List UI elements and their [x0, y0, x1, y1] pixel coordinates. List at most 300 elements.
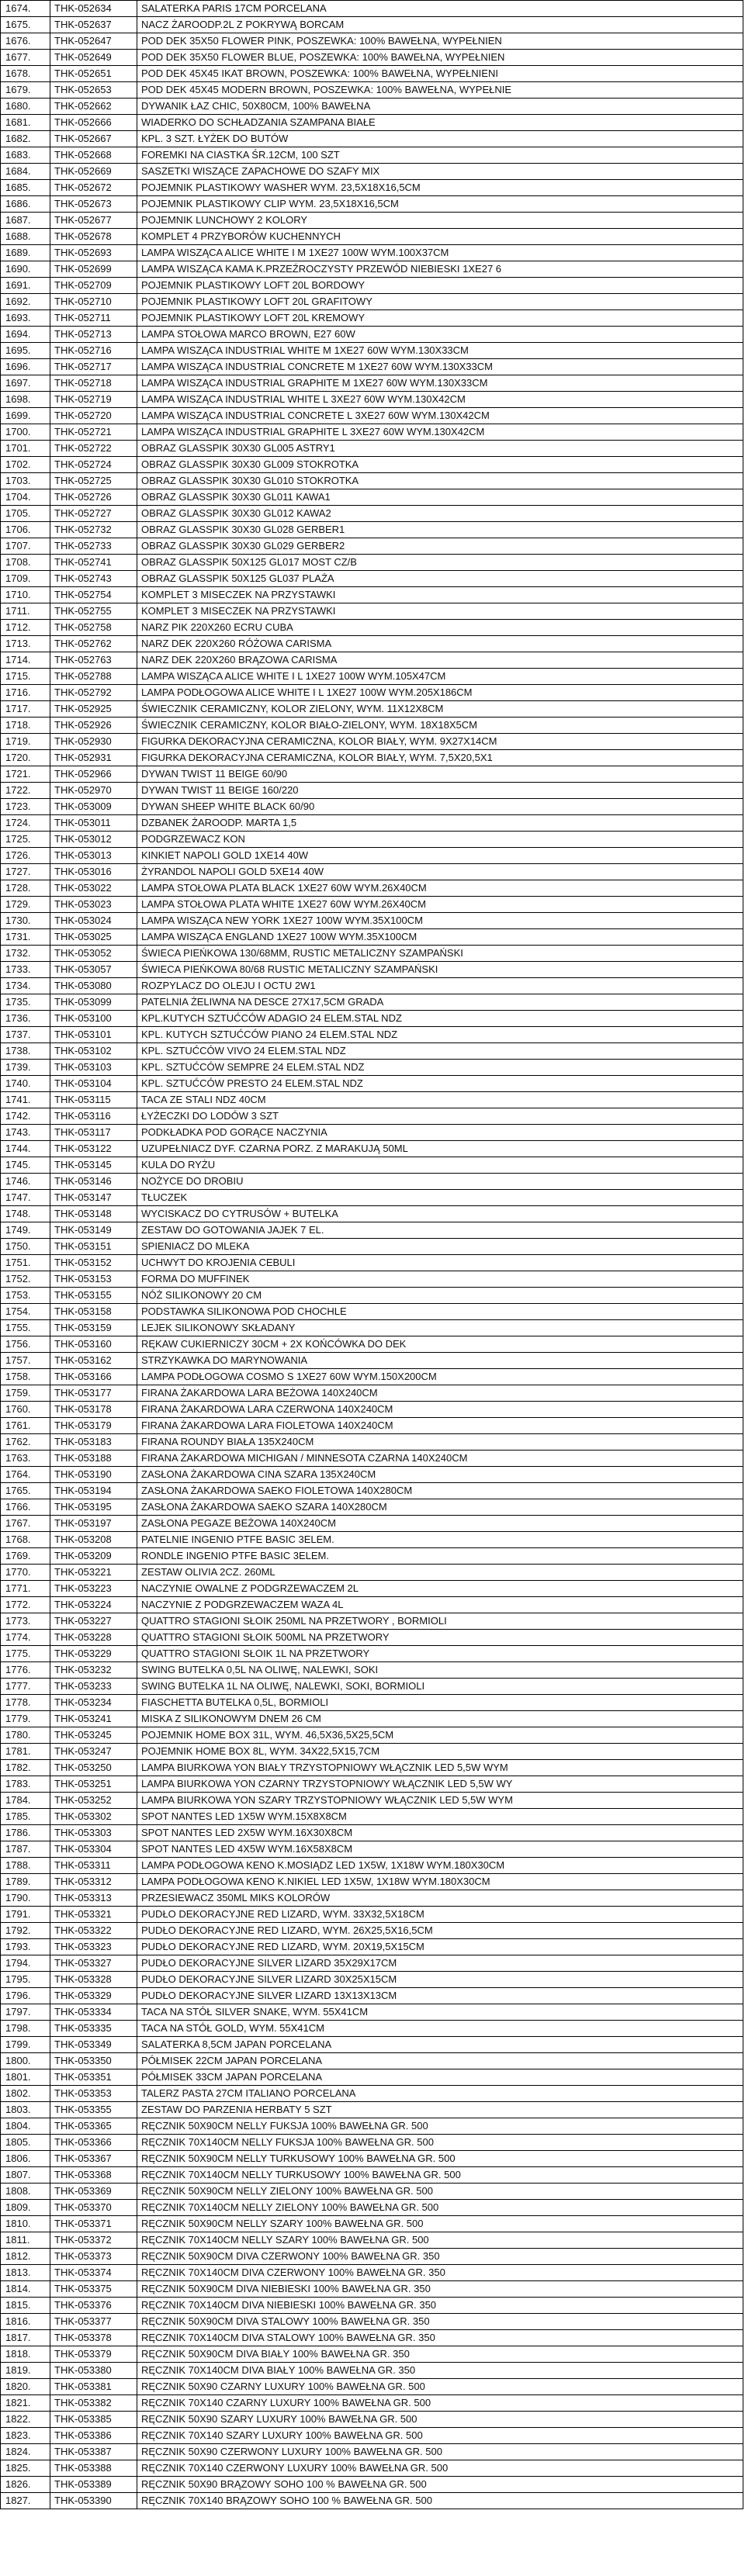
product-code-cell: THK-053350	[50, 2053, 137, 2069]
product-description-cell: RĘCZNIK 70X140CM NELLY SZARY 100% BAWEŁNA GR. 500	[137, 2232, 743, 2249]
product-description-cell: KPL. SZTUĆCÓW VIVO 24 ELEM.STAL NDZ	[137, 1043, 743, 1060]
row-number-cell: 1723.	[1, 799, 50, 815]
product-description-cell: SPOT NANTES LED 1X5W WYM.15X8X8CM	[137, 1809, 743, 1825]
table-row	[1, 669, 743, 685]
table-row	[1, 1695, 743, 1711]
table-row	[1, 2167, 743, 2184]
row-number-cell: 1820.	[1, 2379, 50, 2395]
table-row	[1, 2216, 743, 2232]
product-description-cell: SWING BUTELKA 0,5L NA OLIWĘ, NALEWKI, SOKI	[137, 1662, 743, 1679]
row-number-cell: 1727.	[1, 864, 50, 880]
table-row	[1, 343, 743, 359]
product-description-cell: WIADERKO DO SCHŁADZANIA SZAMPANA BIAŁE	[137, 115, 743, 131]
table-row	[1, 538, 743, 555]
row-number-cell: 1682.	[1, 131, 50, 147]
table-row	[1, 1646, 743, 1662]
product-code-cell: THK-053312	[50, 1874, 137, 1890]
product-code-cell: THK-053247	[50, 1744, 137, 1760]
product-description-cell: QUATTRO STAGIONI SŁOIK 500ML NA PRZETWORY	[137, 1630, 743, 1646]
product-code-cell: THK-052668	[50, 147, 137, 164]
product-description-cell: POJEMNIK HOME BOX 31L, WYM. 46,5X36,5X25,5CM	[137, 1727, 743, 1744]
product-code-cell: THK-053250	[50, 1760, 137, 1776]
row-number-cell: 1717.	[1, 701, 50, 717]
product-description-cell: DYWANIK ŁAZ CHIC, 50X80CM, 100% BAWEŁNA	[137, 99, 743, 115]
product-description-cell: OBRAZ GLASSPIK 30X30 GL011 KAWA1	[137, 489, 743, 506]
table-row	[1, 913, 743, 929]
product-description-cell: ZESTAW OLIVIA 2CZ. 260ML	[137, 1565, 743, 1581]
table-row	[1, 359, 743, 375]
product-description-cell: RĘCZNIK 50X90CM DIVA CZERWONY 100% BAWEŁNA GR. 350	[137, 2249, 743, 2265]
product-description-cell: NÓŻ SILIKONOWY 20 CM	[137, 1288, 743, 1304]
product-code-cell: THK-053232	[50, 1662, 137, 1679]
row-number-cell: 1775.	[1, 1646, 50, 1662]
table-row	[1, 2444, 743, 2460]
product-description-cell: PUDŁO DEKORACYJNE RED LIZARD, WYM. 26X25,5X16,5CM	[137, 1923, 743, 1939]
row-number-cell: 1729.	[1, 897, 50, 913]
row-number-cell: 1700.	[1, 424, 50, 441]
table-row	[1, 147, 743, 164]
row-number-cell: 1786.	[1, 1825, 50, 1841]
table-row	[1, 701, 743, 717]
product-code-cell: THK-052792	[50, 685, 137, 701]
product-code-cell: THK-053327	[50, 1955, 137, 1972]
product-description-cell: NACZ ŻAROODP.2L Z POKRYWĄ BORCAM	[137, 17, 743, 33]
row-number-cell: 1802.	[1, 2086, 50, 2102]
row-number-cell: 1815.	[1, 2298, 50, 2314]
product-description-cell: FORMA DO MUFFINEK	[137, 1271, 743, 1288]
table-row	[1, 1744, 743, 1760]
table-row	[1, 1776, 743, 1793]
table-row	[1, 17, 743, 33]
table-row	[1, 1907, 743, 1923]
product-description-cell: NARZ PIK 220X260 ECRU CUBA	[137, 620, 743, 636]
product-code-cell: THK-053116	[50, 1108, 137, 1125]
product-description-cell: OBRAZ GLASSPIK 30X30 GL010 STOKROTKA	[137, 473, 743, 489]
product-description-cell: LAMPA STOŁOWA PLATA BLACK 1XE27 60W WYM.26X40CM	[137, 880, 743, 897]
product-description-cell: PUDŁO DEKORACYJNE RED LIZARD, WYM. 33X32,5X18CM	[137, 1907, 743, 1923]
row-number-cell: 1741.	[1, 1092, 50, 1108]
row-number-cell: 1721.	[1, 766, 50, 783]
product-code-cell: THK-053370	[50, 2200, 137, 2216]
product-code-cell: THK-053372	[50, 2232, 137, 2249]
product-description-cell: SPOT NANTES LED 2X5W WYM.16X30X8CM	[137, 1825, 743, 1841]
product-code-cell: THK-053374	[50, 2265, 137, 2281]
row-number-cell: 1749.	[1, 1222, 50, 1239]
table-row	[1, 229, 743, 245]
row-number-cell: 1819.	[1, 2363, 50, 2379]
row-number-cell: 1679.	[1, 82, 50, 99]
row-number-cell: 1748.	[1, 1206, 50, 1222]
table-row	[1, 1890, 743, 1907]
table-row	[1, 783, 743, 799]
product-code-cell: THK-053016	[50, 864, 137, 880]
table-row	[1, 1157, 743, 1174]
table-row	[1, 294, 743, 310]
row-number-cell: 1781.	[1, 1744, 50, 1760]
product-code-cell: THK-053148	[50, 1206, 137, 1222]
product-code-cell: THK-053304	[50, 1841, 137, 1858]
product-code-cell: THK-053323	[50, 1939, 137, 1955]
product-code-cell: THK-053224	[50, 1597, 137, 1613]
product-code-cell: THK-052716	[50, 343, 137, 359]
product-code-cell: THK-052762	[50, 636, 137, 652]
product-code-cell: THK-053376	[50, 2298, 137, 2314]
row-number-cell: 1795.	[1, 1972, 50, 1988]
row-number-cell: 1735.	[1, 994, 50, 1011]
product-description-cell: RĘCZNIK 70X140 BRĄZOWY SOHO 100 % BAWEŁNA GR. 500	[137, 2493, 743, 2509]
table-row	[1, 2021, 743, 2037]
table-row	[1, 717, 743, 734]
table-row	[1, 2314, 743, 2330]
table-row	[1, 1548, 743, 1565]
product-description-cell: LAMPA WISZĄCA ALICE WHITE I M 1XE27 100W WYM.100X37CM	[137, 245, 743, 261]
table-row	[1, 2460, 743, 2477]
table-row	[1, 1385, 743, 1402]
table-row	[1, 441, 743, 457]
table-row	[1, 587, 743, 603]
row-number-cell: 1740.	[1, 1076, 50, 1092]
product-code-cell: THK-053328	[50, 1972, 137, 1988]
row-number-cell: 1734.	[1, 978, 50, 994]
row-number-cell: 1769.	[1, 1548, 50, 1565]
table-row	[1, 799, 743, 815]
row-number-cell: 1764.	[1, 1467, 50, 1483]
row-number-cell: 1698.	[1, 392, 50, 408]
row-number-cell: 1695.	[1, 343, 50, 359]
product-code-cell: THK-053378	[50, 2330, 137, 2346]
table-row	[1, 1532, 743, 1548]
product-description-cell: LAMPA WISZĄCA NEW YORK 1XE27 100W WYM.35X100CM	[137, 913, 743, 929]
product-code-cell: THK-052726	[50, 489, 137, 506]
product-description-cell: FIRANA ŻAKARDOWA LARA FIOLETOWA 140X240CM	[137, 1418, 743, 1434]
product-code-cell: THK-053115	[50, 1092, 137, 1108]
row-number-cell: 1725.	[1, 832, 50, 848]
row-number-cell: 1707.	[1, 538, 50, 555]
product-description-cell: LAMPA PODŁOGOWA KENO K.NIKIEL LED 1X5W, 1X18W WYM.180X30CM	[137, 1874, 743, 1890]
product-code-cell: THK-053311	[50, 1858, 137, 1874]
product-code-cell: THK-053179	[50, 1418, 137, 1434]
product-description-cell: ŚWIECZNIK CERAMICZNY, KOLOR BIAŁO-ZIELONY, WYM. 18X18X5CM	[137, 717, 743, 734]
product-description-cell: PUDŁO DEKORACYJNE SILVER LIZARD 30X25X15CM	[137, 1972, 743, 1988]
product-code-cell: THK-053382	[50, 2395, 137, 2412]
table-row	[1, 1451, 743, 1467]
row-number-cell: 1827.	[1, 2493, 50, 2509]
product-code-cell: THK-053241	[50, 1711, 137, 1727]
table-row	[1, 2102, 743, 2118]
row-number-cell: 1711.	[1, 603, 50, 620]
row-number-cell: 1823.	[1, 2428, 50, 2444]
product-description-cell: RĘCZNIK 70X140CM DIVA NIEBIESKI 100% BAWEŁNA GR. 350	[137, 2298, 743, 2314]
table-row	[1, 2004, 743, 2021]
table-row	[1, 424, 743, 441]
product-description-cell: LAMPA WISZĄCA INDUSTRIAL CONCRETE L 3XE27 60W WYM.130X42CM	[137, 408, 743, 424]
row-number-cell: 1762.	[1, 1434, 50, 1451]
product-code-cell: THK-053234	[50, 1695, 137, 1711]
table-row	[1, 1841, 743, 1858]
product-code-cell: THK-053369	[50, 2184, 137, 2200]
table-row	[1, 620, 743, 636]
product-code-cell: THK-052925	[50, 701, 137, 717]
product-code-cell: THK-052725	[50, 473, 137, 489]
row-number-cell: 1798.	[1, 2021, 50, 2037]
product-code-cell: THK-053025	[50, 929, 137, 946]
product-description-cell: RĘKAW CUKIERNICZY 30CM + 2X KOŃCÓWKA DO DEK	[137, 1336, 743, 1353]
table-row	[1, 685, 743, 701]
table-row	[1, 2086, 743, 2102]
product-description-cell: LAMPA WISZĄCA KAMA K.PRZEŹROCZYSTY PRZEWÓD NIEBIESKI 1XE27 6	[137, 261, 743, 278]
row-number-cell: 1767.	[1, 1516, 50, 1532]
product-code-cell: THK-053099	[50, 994, 137, 1011]
product-description-cell: KPL. SZTUĆCÓW SEMPRE 24 ELEM.STAL NDZ	[137, 1060, 743, 1076]
product-code-cell: THK-053178	[50, 1402, 137, 1418]
product-code-cell: THK-052693	[50, 245, 137, 261]
row-number-cell: 1773.	[1, 1613, 50, 1630]
product-code-cell: THK-053375	[50, 2281, 137, 2298]
product-code-cell: THK-052763	[50, 652, 137, 669]
table-row	[1, 1011, 743, 1027]
row-number-cell: 1826.	[1, 2477, 50, 2493]
product-code-cell: THK-052724	[50, 457, 137, 473]
row-number-cell: 1694.	[1, 327, 50, 343]
product-code-cell: THK-053223	[50, 1581, 137, 1597]
product-code-cell: THK-053011	[50, 815, 137, 832]
product-description-cell: TALERZ PASTA 27CM ITALIANO PORCELANA	[137, 2086, 743, 2102]
product-description-cell: FIRANA ŻAKARDOWA MICHIGAN / MINNESOTA CZARNA 140X240CM	[137, 1451, 743, 1467]
row-number-cell: 1687.	[1, 213, 50, 229]
product-code-cell: THK-053371	[50, 2216, 137, 2232]
row-number-cell: 1712.	[1, 620, 50, 636]
product-description-cell: POJEMNIK PLASTIKOWY CLIP WYM. 23,5X18X16,5CM	[137, 196, 743, 213]
product-description-cell: RĘCZNIK 70X140CM NELLY ZIELONY 100% BAWEŁNA GR. 500	[137, 2200, 743, 2216]
row-number-cell: 1766.	[1, 1499, 50, 1516]
product-description-cell: LAMPA BIURKOWA YON BIAŁY TRZYSTOPNIOWY WŁĄCZNIK LED 5,5W WYM	[137, 1760, 743, 1776]
product-description-cell: LAMPA PODŁOGOWA KENO K.MOSIĄDZ LED 1X5W, 1X18W WYM.180X30CM	[137, 1858, 743, 1874]
product-description-cell: LAMPA WISZĄCA INDUSTRIAL GRAPHITE L 3XE27 60W WYM.130X42CM	[137, 424, 743, 441]
row-number-cell: 1782.	[1, 1760, 50, 1776]
product-code-cell: THK-052653	[50, 82, 137, 99]
row-number-cell: 1758.	[1, 1369, 50, 1385]
table-row	[1, 2363, 743, 2379]
row-number-cell: 1809.	[1, 2200, 50, 2216]
row-number-cell: 1810.	[1, 2216, 50, 2232]
table-row	[1, 261, 743, 278]
product-code-cell: THK-053152	[50, 1255, 137, 1271]
product-description-cell: OBRAZ GLASSPIK 30X30 GL005 ASTRY1	[137, 441, 743, 457]
product-description-cell: MISKA Z SILIKONOWYM DNEM 26 CM	[137, 1711, 743, 1727]
table-row	[1, 652, 743, 669]
product-code-cell: THK-053023	[50, 897, 137, 913]
table-row	[1, 245, 743, 261]
table-row	[1, 2395, 743, 2412]
table-row	[1, 978, 743, 994]
row-number-cell: 1699.	[1, 408, 50, 424]
row-number-cell: 1787.	[1, 1841, 50, 1858]
product-code-cell: THK-052672	[50, 180, 137, 196]
product-description-cell: POJEMNIK PLASTIKOWY LOFT 20L GRAFITOWY	[137, 294, 743, 310]
table-row	[1, 1125, 743, 1141]
product-code-cell: THK-052637	[50, 17, 137, 33]
product-description-cell: FIRANA ŻAKARDOWA LARA CZERWONA 140X240CM	[137, 1402, 743, 1418]
row-number-cell: 1714.	[1, 652, 50, 669]
table-row	[1, 2346, 743, 2363]
table-row	[1, 1288, 743, 1304]
product-description-cell: ROZPYLACZ DO OLEJU I OCTU 2W1	[137, 978, 743, 994]
table-row	[1, 1336, 743, 1353]
product-description-cell: RĘCZNIK 70X140 CZARNY LUXURY 100% BAWEŁNA GR. 500	[137, 2395, 743, 2412]
table-row	[1, 50, 743, 66]
product-code-cell: THK-052754	[50, 587, 137, 603]
product-code-cell: THK-053101	[50, 1027, 137, 1043]
row-number-cell: 1751.	[1, 1255, 50, 1271]
product-code-cell: THK-053379	[50, 2346, 137, 2363]
row-number-cell: 1778.	[1, 1695, 50, 1711]
product-description-cell: RĘCZNIK 50X90 SZARY LUXURY 100% BAWEŁNA GR. 500	[137, 2412, 743, 2428]
product-description-cell: QUATTRO STAGIONI SŁOIK 250ML NA PRZETWORY , BORMIOLI	[137, 1613, 743, 1630]
product-description-cell: RĘCZNIK 70X140CM NELLY TURKUSOWY 100% BAWEŁNA GR. 500	[137, 2167, 743, 2184]
product-description-cell: LAMPA BIURKOWA YON SZARY TRZYSTOPNIOWY WŁĄCZNIK LED 5,5W WYM	[137, 1793, 743, 1809]
product-code-cell: THK-052647	[50, 33, 137, 50]
row-number-cell: 1730.	[1, 913, 50, 929]
table-row	[1, 1727, 743, 1744]
table-row	[1, 1060, 743, 1076]
product-code-cell: THK-052755	[50, 603, 137, 620]
product-code-cell: THK-053229	[50, 1646, 137, 1662]
product-code-cell: THK-053208	[50, 1532, 137, 1548]
product-code-cell: THK-053227	[50, 1613, 137, 1630]
row-number-cell: 1765.	[1, 1483, 50, 1499]
product-description-cell: RĘCZNIK 50X90CM NELLY ZIELONY 100% BAWEŁNA GR. 500	[137, 2184, 743, 2200]
product-description-cell: OBRAZ GLASSPIK 50X125 GL037 PLAŻA	[137, 571, 743, 587]
table-row	[1, 1043, 743, 1060]
product-description-cell: POJEMNIK LUNCHOWY 2 KOLORY	[137, 213, 743, 229]
product-code-cell: THK-053195	[50, 1499, 137, 1516]
product-code-cell: THK-053100	[50, 1011, 137, 1027]
product-code-cell: THK-053151	[50, 1239, 137, 1255]
row-number-cell: 1720.	[1, 750, 50, 766]
product-description-cell: KOMPLET 3 MISECZEK NA PRZYSTAWKI	[137, 603, 743, 620]
row-number-cell: 1746.	[1, 1174, 50, 1190]
row-number-cell: 1774.	[1, 1630, 50, 1646]
row-number-cell: 1822.	[1, 2412, 50, 2428]
product-description-cell: LAMPA PODŁOGOWA ALICE WHITE I L 1XE27 100W WYM.205X186CM	[137, 685, 743, 701]
product-code-cell: THK-053388	[50, 2460, 137, 2477]
product-code-cell: THK-053366	[50, 2135, 137, 2151]
table-row	[1, 1239, 743, 1255]
product-code-cell: THK-053022	[50, 880, 137, 897]
row-number-cell: 1759.	[1, 1385, 50, 1402]
product-description-cell: WYCISKACZ DO CYTRUSÓW + BUTELKA	[137, 1206, 743, 1222]
product-description-cell: DYWAN SHEEP WHITE BLACK 60/90	[137, 799, 743, 815]
product-code-cell: THK-053166	[50, 1369, 137, 1385]
product-code-cell: THK-053145	[50, 1157, 137, 1174]
product-code-cell: THK-053351	[50, 2069, 137, 2086]
table-row	[1, 1939, 743, 1955]
product-code-cell: THK-052667	[50, 131, 137, 147]
table-row	[1, 2053, 743, 2069]
table-row	[1, 1434, 743, 1451]
product-description-cell: LAMPA WISZĄCA INDUSTRIAL WHITE L 3XE27 60W WYM.130X42CM	[137, 392, 743, 408]
product-code-cell: THK-052719	[50, 392, 137, 408]
product-description-cell: TACA ZE STALI NDZ 40CM	[137, 1092, 743, 1108]
product-code-cell: THK-053155	[50, 1288, 137, 1304]
row-number-cell: 1685.	[1, 180, 50, 196]
product-code-cell: THK-053355	[50, 2102, 137, 2118]
table-row	[1, 1174, 743, 1190]
row-number-cell: 1733.	[1, 962, 50, 978]
product-description-cell: RĘCZNIK 50X90 CZARNY LUXURY 100% BAWEŁNA GR. 500	[137, 2379, 743, 2395]
table-row	[1, 2135, 743, 2151]
product-description-cell: FIRANA ROUNDY BIAŁA 135X240CM	[137, 1434, 743, 1451]
product-description-cell: ZESTAW DO PARZENIA HERBATY 5 SZT	[137, 2102, 743, 2118]
row-number-cell: 1754.	[1, 1304, 50, 1320]
row-number-cell: 1812.	[1, 2249, 50, 2265]
table-row	[1, 2477, 743, 2493]
product-description-cell: FIGURKA DEKORACYJNA CERAMICZNA, KOLOR BIAŁY, WYM. 9X27X14CM	[137, 734, 743, 750]
row-number-cell: 1804.	[1, 2118, 50, 2135]
product-description-cell: PUDŁO DEKORACYJNE RED LIZARD, WYM. 20X19,5X15CM	[137, 1939, 743, 1955]
table-row	[1, 1206, 743, 1222]
table-row	[1, 1483, 743, 1499]
row-number-cell: 1702.	[1, 457, 50, 473]
product-code-cell: THK-053160	[50, 1336, 137, 1353]
table-row	[1, 1190, 743, 1206]
product-description-cell: PUDŁO DEKORACYJNE SILVER LIZARD 35X29X17CM	[137, 1955, 743, 1972]
table-row	[1, 1825, 743, 1841]
table-row	[1, 2151, 743, 2167]
row-number-cell: 1689.	[1, 245, 50, 261]
product-code-cell: THK-053104	[50, 1076, 137, 1092]
product-code-cell: THK-053389	[50, 2477, 137, 2493]
product-code-cell: THK-053177	[50, 1385, 137, 1402]
row-number-cell: 1738.	[1, 1043, 50, 1060]
table-row	[1, 1858, 743, 1874]
product-description-cell: QUATTRO STAGIONI SŁOIK 1L NA PRZETWORY	[137, 1646, 743, 1662]
row-number-cell: 1683.	[1, 147, 50, 164]
row-number-cell: 1791.	[1, 1907, 50, 1923]
product-description-cell: POD DEK 45X45 MODERN BROWN, POSZEWKA: 100% BAWEŁNA, WYPEŁNIE	[137, 82, 743, 99]
product-code-cell: THK-052649	[50, 50, 137, 66]
table-row	[1, 522, 743, 538]
product-code-cell: THK-053353	[50, 2086, 137, 2102]
product-code-cell: THK-053162	[50, 1353, 137, 1369]
product-code-cell: THK-052727	[50, 506, 137, 522]
row-number-cell: 1796.	[1, 1988, 50, 2004]
product-description-cell: POJEMNIK HOME BOX 8L, WYM. 34X22,5X15,7CM	[137, 1744, 743, 1760]
product-code-cell: THK-053102	[50, 1043, 137, 1060]
row-number-cell: 1706.	[1, 522, 50, 538]
table-row	[1, 994, 743, 1011]
table-row	[1, 1141, 743, 1157]
table-row	[1, 750, 743, 766]
product-description-cell: LAMPA WISZĄCA INDUSTRIAL WHITE M 1XE27 60W WYM.130X33CM	[137, 343, 743, 359]
table-row	[1, 1076, 743, 1092]
product-description-cell: POD DEK 35X50 FLOWER PINK, POSZEWKA: 100% BAWEŁNA, WYPEŁNIEN	[137, 33, 743, 50]
product-code-cell: THK-053159	[50, 1320, 137, 1336]
product-code-cell: THK-052651	[50, 66, 137, 82]
table-row	[1, 1793, 743, 1809]
row-number-cell: 1785.	[1, 1809, 50, 1825]
row-number-cell: 1807.	[1, 2167, 50, 2184]
product-description-cell: POD DEK 35X50 FLOWER BLUE, POSZEWKA: 100% BAWEŁNA, WYPEŁNIEN	[137, 50, 743, 66]
row-number-cell: 1803.	[1, 2102, 50, 2118]
product-description-cell: TACA NA STÓŁ SILVER SNAKE, WYM. 55X41CM	[137, 2004, 743, 2021]
product-code-cell: THK-053387	[50, 2444, 137, 2460]
row-number-cell: 1728.	[1, 880, 50, 897]
product-code-cell: THK-053013	[50, 848, 137, 864]
product-code-cell: THK-053367	[50, 2151, 137, 2167]
product-description-cell: LAMPA STOŁOWA MARCO BROWN, E27 60W	[137, 327, 743, 343]
product-description-cell: FIGURKA DEKORACYJNA CERAMICZNA, KOLOR BIAŁY, WYM. 7,5X20,5X1	[137, 750, 743, 766]
